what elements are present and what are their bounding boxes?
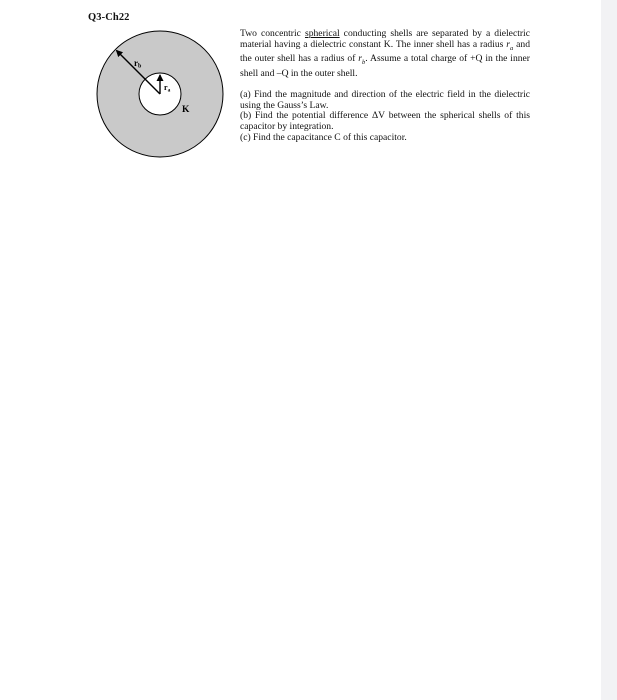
- concentric-shells-figure: [94, 28, 226, 160]
- problem-statement: Two concentric spherical conducting shells are separated by a dielectric material having a dielectric constant K. The inner shell has a radius $r_a$ and the outer shell has a radius of $r_b$. Assume a total charge of +Q in the inner shell and –Q in the outer shell.: [240, 28, 530, 79]
- rb-label: rb: [134, 58, 142, 70]
- figure-svg: [94, 28, 226, 160]
- part-b: (b) Find the potential difference ΔV between the spherical shells of this capacitor by integration.: [240, 110, 530, 132]
- k-label: K: [182, 105, 190, 115]
- question-id: Q3-Ch22: [88, 12, 130, 23]
- part-c: (c) Find the capacitance C of this capacitor.: [240, 131, 407, 143]
- part-a: (a) Find the magnitude and direction of the electric field in the dielectric using the Gauss’s Law.: [240, 89, 530, 111]
- ra-label: ra: [164, 83, 171, 94]
- problem-text: [240, 29, 530, 143]
